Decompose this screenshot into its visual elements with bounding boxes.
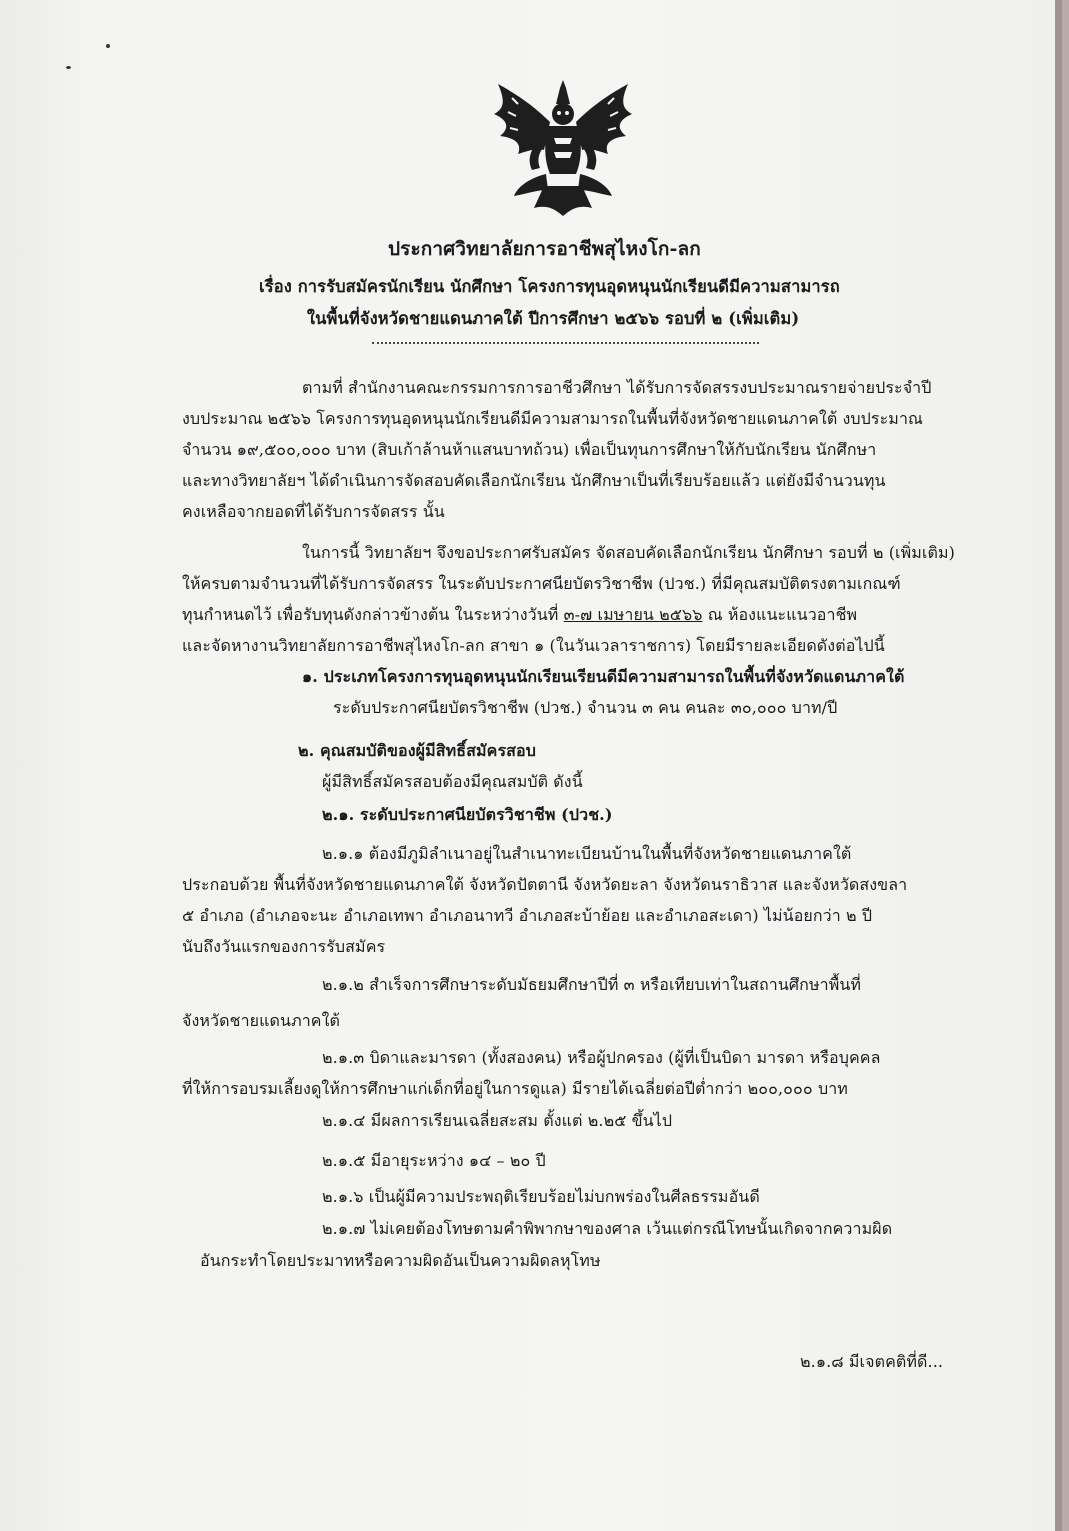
subject-line-2: ในพื้นที่จังหวัดชายแดนภาคใต้ ปีการศึกษา ๒๕๖๖ รอบที่ ๒ (เพิ่มเติม) bbox=[307, 309, 800, 328]
subject-line-1: เรื่อง การรับสมัครนักเรียน นักศึกษา โครงการทุนอุดหนุนนักเรียนดีมีความสามารถ bbox=[259, 277, 840, 296]
para2-line: ให้ครบตามจำนวนที่ได้รับการจัดสรร ในระดับประกาศนียบัตรวิชาชีพ (ปวช.) ที่มีคุณสมบัติตรงตามเกณฑ์ bbox=[182, 574, 901, 593]
item-2-1-2-cont: จังหวัดชายแดนภาคใต้ bbox=[182, 1011, 341, 1030]
para2-line3-pre: ทุนกำหนดไว้ เพื่อรับทุนดังกล่าวข้างต้น ในระหว่างวันที่ bbox=[182, 605, 564, 624]
item-2-1-4: ๒.๑.๔ มีผลการเรียนเฉลี่ยสะสม ตั้งแต่ ๒.๒๕ ขึ้นไป bbox=[322, 1111, 673, 1130]
ink-speck bbox=[106, 44, 110, 48]
para2-line: ในการนี้ วิทยาลัยฯ จึงขอประกาศรับสมัคร จัดสอบคัดเลือกนักเรียน นักศึกษา รอบที่ ๒ (เพิ่มเติม) bbox=[302, 543, 955, 562]
header-divider bbox=[372, 342, 759, 344]
para1-line: และทางวิทยาลัยฯ ได้ดำเนินการจัดสอบคัดเลือกนักเรียน นักศึกษาเป็นที่เรียบร้อยแล้ว แต่ยังมีจำนวนทุน bbox=[182, 471, 886, 490]
application-dates: ๓-๗ เมษายน ๒๕๖๖ bbox=[563, 605, 703, 624]
item-2-1-1-cont: ประกอบด้วย พื้นที่จังหวัดชายแดนภาคใต้ จังหวัดปัตตานี จังหวัดยะลา จังหวัดนราธิวาส และจังหวัดสงขลา bbox=[182, 875, 908, 894]
item-2-1-5: ๒.๑.๕ มีอายุระหว่าง ๑๔ – ๒๐ ปี bbox=[322, 1151, 546, 1170]
item-2-1-3: ๒.๑.๓ บิดาและมารดา (ทั้งสองคน) หรือผู้ปกครอง (ผู้ที่เป็นบิดา มารดา หรือบุคคล bbox=[322, 1048, 881, 1067]
para1-line: งบประมาณ ๒๕๖๖ โครงการทุนอุดหนุนนักเรียนดีมีความสามารถในพื้นที่จังหวัดชายแดนภาคใต้ งบประมาณ bbox=[182, 409, 923, 428]
section2-heading: ๒. คุณสมบัติของผู้มีสิทธิ์สมัครสอบ bbox=[298, 741, 536, 760]
continuation-note: ๒.๑.๘ มีเจตคติที่ดี... bbox=[800, 1352, 944, 1371]
item-2-1-1: ๒.๑.๑ ต้องมีภูมิลำเนาอยู่ในสำเนาทะเบียนบ้านในพื้นที่จังหวัดชายแดนภาคใต้ bbox=[322, 844, 852, 863]
item-2-1-7: ๒.๑.๗ ไม่เคยต้องโทษตามคำพิพากษาของศาล เว้นแต่กรณีโทษนั้นเกิดจากความผิด bbox=[322, 1219, 893, 1238]
para2-line: และจัดหางานวิทยาลัยการอาชีพสุไหงโก-ลก สาขา ๑ (ในวันเวลาราชการ) โดยมีรายละเอียดดังต่อไปนี้ bbox=[182, 636, 885, 655]
item-2-1-7-cont: อันกระทำโดยประมาทหรือความผิดอันเป็นความผิดลหุโทษ bbox=[200, 1251, 601, 1270]
document-title: ประกาศวิทยาลัยการอาชีพสุไหงโก-ลก bbox=[388, 238, 701, 260]
section1-heading: ๑. ประเภทโครงการทุนอุดหนุนนักเรียนเรียนดีมีความสามารถในพื้นที่จังหวัดแดนภาคใต้ bbox=[302, 667, 905, 686]
para2-line3-post: ณ ห้องแนะแนวอาชีพ bbox=[702, 605, 858, 624]
section2-intro: ผู้มีสิทธิ์สมัครสอบต้องมีคุณสมบัติ ดังนี้ bbox=[322, 772, 583, 791]
para1-line: คงเหลือจากยอดที่ได้รับการจัดสรร นั้น bbox=[182, 502, 445, 521]
page-edge-shadow bbox=[1055, 0, 1062, 1531]
item-2-1-1-cont: ๕ อำเภอ (อำเภอจะนะ อำเภอเทพา อำเภอนาทวี อำเภอสะบ้าย้อย และอำเภอสะเดา) ไม่น้อยกว่า ๒ ปี bbox=[182, 906, 873, 925]
garuda-emblem bbox=[488, 78, 638, 218]
para1-line: จำนวน ๑๙,๕๐๐,๐๐๐ บาท (สิบเก้าล้านห้าแสนบาทถ้วน) เพื่อเป็นทุนการศึกษาให้กับนักเรียน นักศึกษา bbox=[182, 440, 877, 459]
ink-speck bbox=[66, 66, 71, 69]
section1-detail: ระดับประกาศนียบัตรวิชาชีพ (ปวช.) จำนวน ๓ คน คนละ ๓๐,๐๐๐ บาท/ปี bbox=[333, 698, 838, 717]
para2-line bbox=[182, 604, 857, 626]
item-2-1-3-cont: ที่ให้การอบรมเลี้ยงดูให้การศึกษาแก่เด็กที่อยู่ในการดูแล) มีรายได้เฉลี่ยต่อปีต่ำกว่า ๒๐๐,๐๐๐ บาท bbox=[182, 1079, 848, 1098]
section2-sub-heading: ๒.๑. ระดับประกาศนียบัตรวิชาชีพ (ปวช.) bbox=[322, 805, 613, 824]
para1-line: ตามที่ สำนักงานคณะกรรมการการอาชีวศึกษา ได้รับการจัดสรรงบประมาณรายจ่ายประจำปี bbox=[302, 378, 932, 397]
item-2-1-2: ๒.๑.๒ สำเร็จการศึกษาระดับมัธยมศึกษาปีที่ ๓ หรือเทียบเท่าในสถานศึกษาพื้นที่ bbox=[322, 975, 862, 994]
item-2-1-1-cont: นับถึงวันแรกของการรับสมัคร bbox=[182, 937, 386, 956]
item-2-1-6: ๒.๑.๖ เป็นผู้มีความประพฤติเรียบร้อยไม่บกพร่องในศีลธรรมอันดี bbox=[322, 1187, 760, 1206]
